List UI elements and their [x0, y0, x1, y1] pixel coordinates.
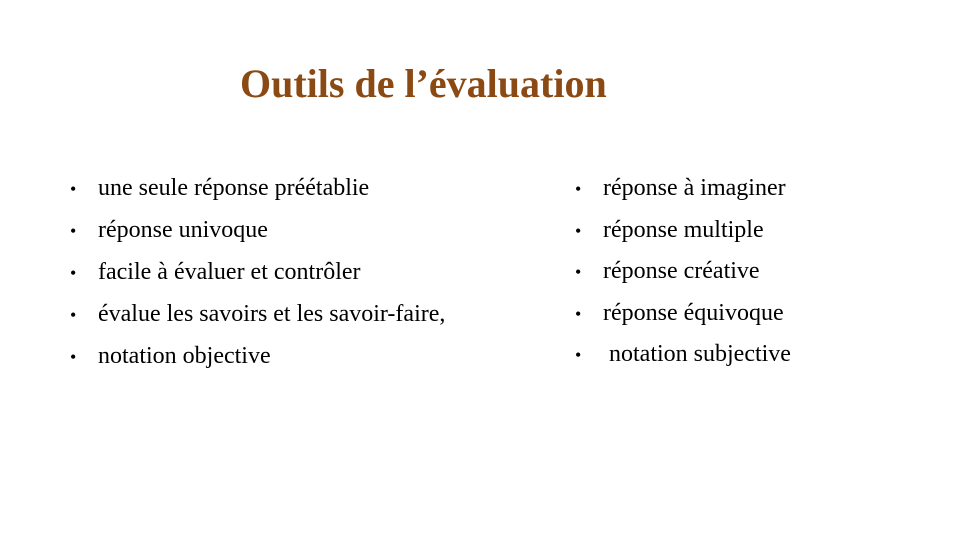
bullet-icon: •	[575, 220, 582, 241]
left-bullet-list	[70, 168, 445, 378]
right-bullet-list	[575, 168, 791, 376]
list-item	[70, 294, 445, 336]
list-item-text: notation subjective	[603, 341, 791, 367]
slide-title: Outils de l’évaluation	[240, 61, 607, 106]
list-item-text: notation objective	[98, 343, 271, 369]
list-item-text: réponse équivoque	[603, 299, 784, 326]
bullet-icon: •	[575, 303, 582, 324]
list-item	[575, 251, 791, 293]
bullet-icon: •	[575, 179, 582, 199]
list-item	[70, 252, 445, 294]
list-item-text: facile à évaluer et contrôler	[98, 259, 361, 285]
list-item	[575, 210, 791, 252]
list-item-text: une seule réponse préétablie	[98, 175, 370, 201]
list-item	[70, 336, 445, 378]
bullet-icon: •	[70, 347, 77, 367]
list-item	[70, 210, 445, 252]
list-item-text: évalue les savoirs et les savoir-faire,	[98, 301, 446, 327]
bullet-icon: •	[575, 345, 582, 365]
bullet-icon: •	[70, 179, 77, 199]
list-item	[575, 168, 791, 210]
list-item-text: réponse à imaginer	[603, 175, 786, 201]
bullet-icon: •	[70, 263, 77, 283]
bullet-icon: •	[575, 262, 582, 282]
list-item	[575, 293, 791, 335]
list-item	[70, 168, 445, 210]
bullet-icon: •	[70, 305, 77, 325]
list-item-text: réponse univoque	[98, 217, 268, 243]
list-item-text: réponse multiple	[603, 216, 764, 243]
list-item	[575, 334, 791, 376]
bullet-icon: •	[70, 221, 77, 241]
list-item-text: réponse créative	[603, 258, 760, 284]
